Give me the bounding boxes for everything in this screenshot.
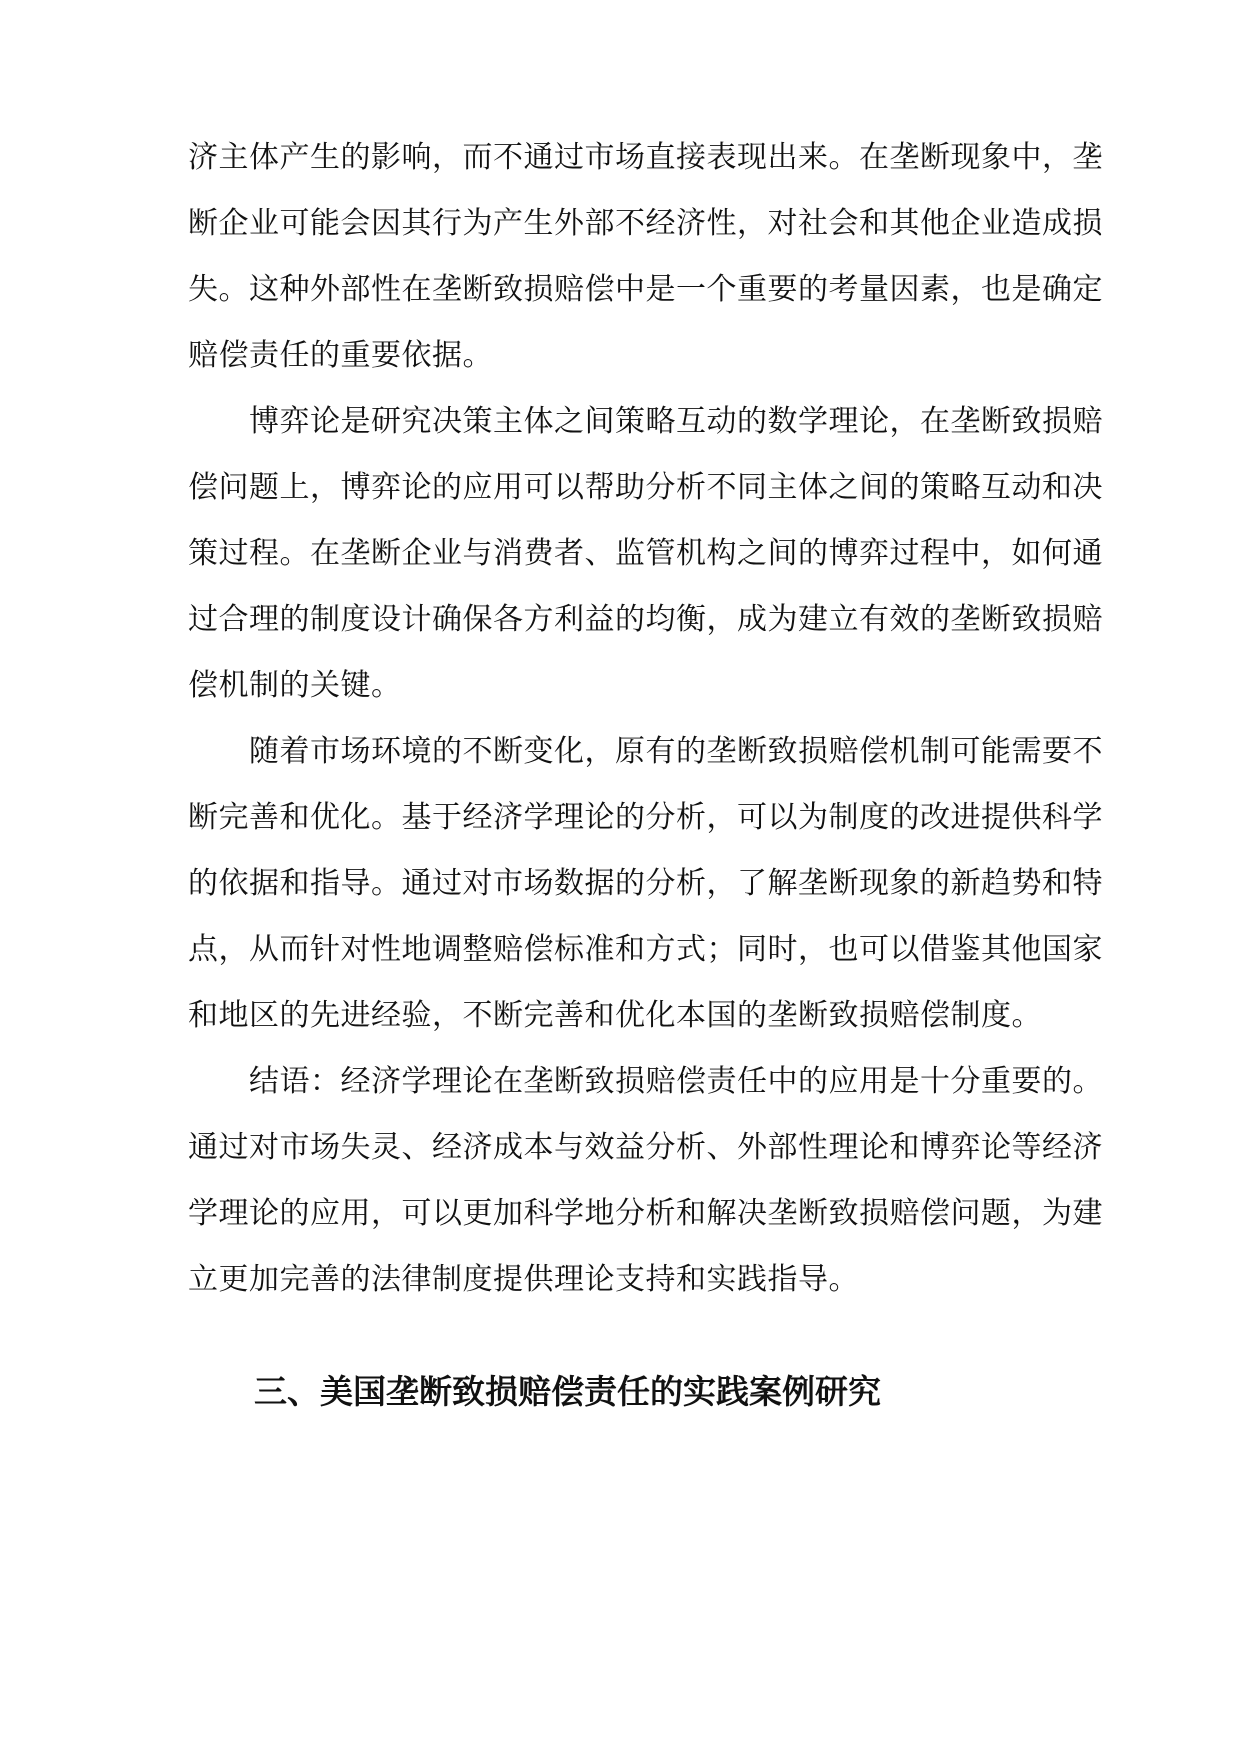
text-line: 随着市场环境的不断变化，原有的垄断致损赔偿机制可能需要不	[188, 734, 1103, 769]
text-line: 策过程。在垄断企业与消费者、监管机构之间的博弈过程中，如何通	[188, 536, 1103, 571]
text-line: 的依据和指导。通过对市场数据的分析，了解垄断现象的新趋势和特	[188, 866, 1103, 901]
text-line: 过合理的制度设计确保各方利益的均衡，成为建立有效的垄断致损赔	[188, 602, 1103, 637]
text-line: 和地区的先进经验，不断完善和优化本国的垄断致损赔偿制度。	[188, 998, 1042, 1033]
text-line: 失。这种外部性在垄断致损赔偿中是一个重要的考量因素，也是确定	[188, 272, 1103, 307]
text-line: 偿机制的关键。	[188, 668, 402, 703]
text-line: 断完善和优化。基于经济学理论的分析，可以为制度的改进提供科学	[188, 800, 1103, 835]
text-line: 赔偿责任的重要依据。	[188, 338, 493, 373]
text-line: 断企业可能会因其行为产生外部不经济性，对社会和其他企业造成损	[188, 206, 1103, 241]
text-line: 博弈论是研究决策主体之间策略互动的数学理论，在垄断致损赔	[188, 404, 1103, 439]
text-line: 立更加完善的法律制度提供理论支持和实践指导。	[188, 1262, 859, 1297]
text-line: 学理论的应用，可以更加科学地分析和解决垄断致损赔偿问题，为建	[188, 1196, 1103, 1231]
text-line: 偿问题上，博弈论的应用可以帮助分析不同主体之间的策略互动和决	[188, 470, 1103, 505]
text-line: 点，从而针对性地调整赔偿标准和方式；同时，也可以借鉴其他国家	[188, 932, 1103, 967]
section-heading: 三、美国垄断致损赔偿责任的实践案例研究	[254, 1372, 881, 1411]
text-line: 通过对市场失灵、经济成本与效益分析、外部性理论和博弈论等经济	[188, 1130, 1103, 1165]
text-line: 济主体产生的影响，而不通过市场直接表现出来。在垄断现象中，垄	[188, 140, 1103, 175]
text-line: 结语：经济学理论在垄断致损赔偿责任中的应用是十分重要的。	[188, 1064, 1103, 1099]
